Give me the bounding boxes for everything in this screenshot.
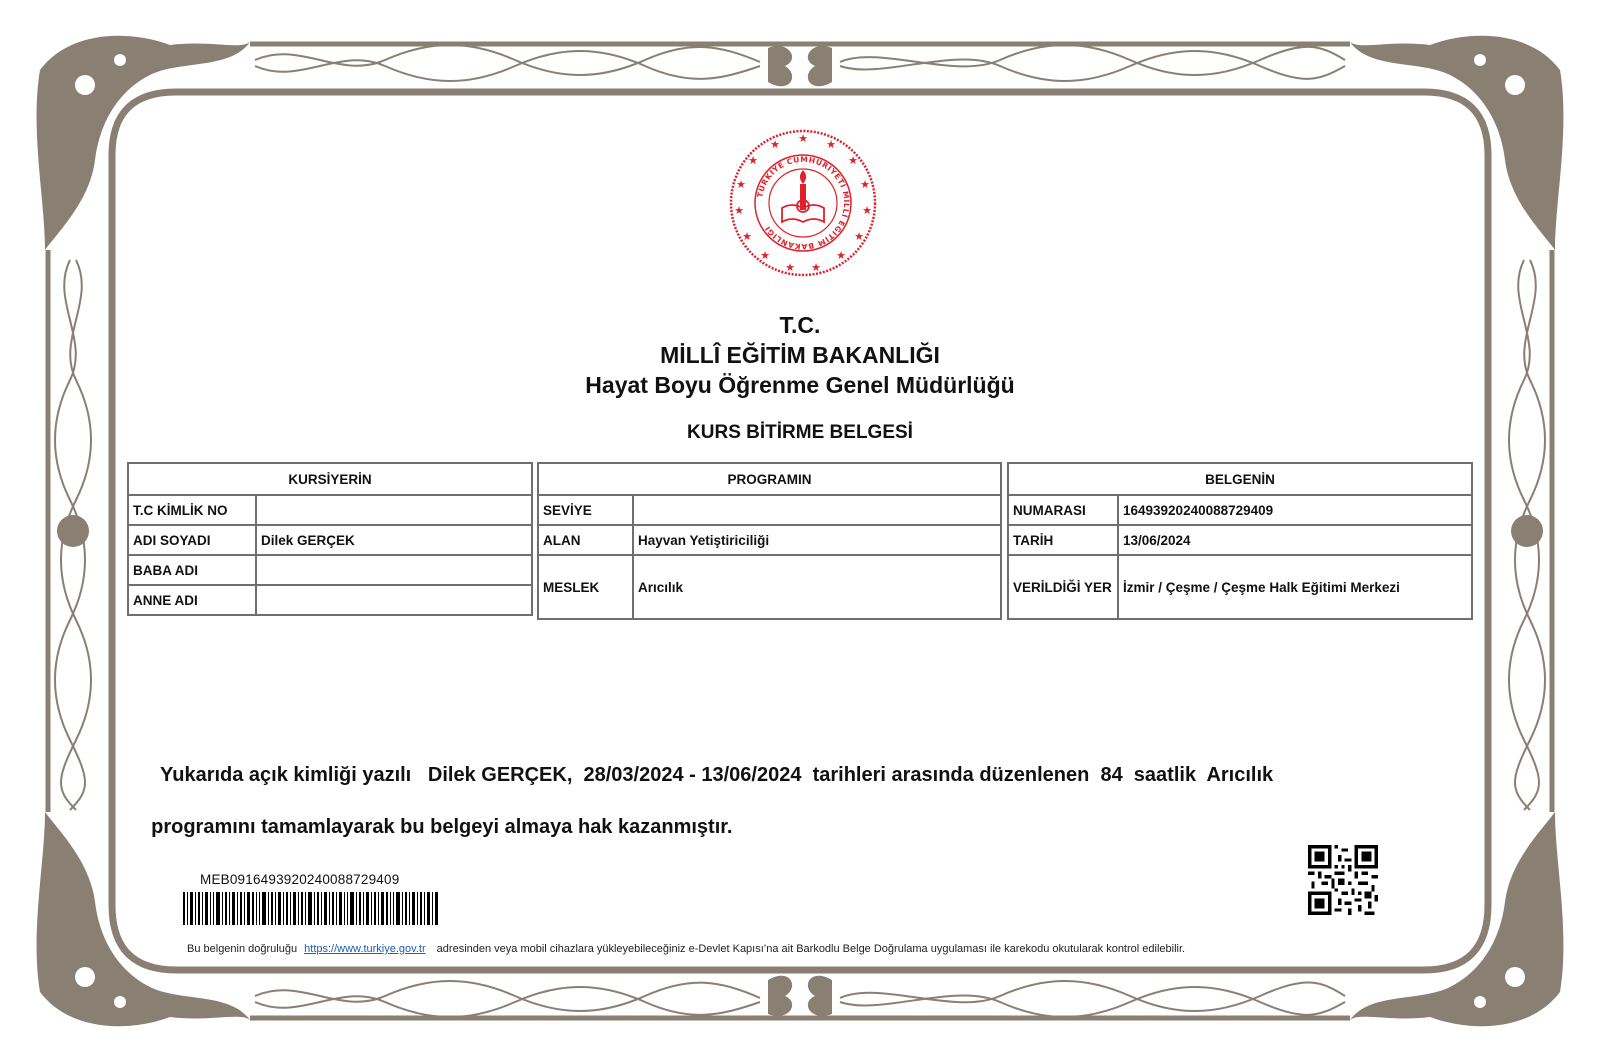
svg-text:★: ★ — [862, 204, 872, 217]
table-row — [538, 555, 1001, 619]
svg-text:★: ★ — [734, 204, 744, 217]
statement-line-2: programını tamamlayarak bu belgeyi almaya hak kazanmıştır. — [151, 816, 733, 838]
field-value: 16493920240088729409 — [1118, 495, 1472, 525]
svg-text:★: ★ — [748, 154, 758, 167]
svg-text:★: ★ — [826, 138, 836, 151]
statement-line-1: Yukarıda açık kimliği yazılı Dilek GERÇEK, 28/03/2024 - 13/06/2024 tarihleri arasında düzenlenen 84 saatlik Arıcılık — [160, 764, 1274, 786]
table-row — [128, 555, 532, 585]
field-value — [256, 555, 532, 585]
svg-text:★: ★ — [742, 230, 752, 243]
field-label: ADI SOYADI — [128, 525, 256, 555]
field-label: ANNE ADI — [128, 585, 256, 615]
trainee-table-title: KURSİYERİN — [128, 463, 532, 495]
verification-note — [187, 943, 1185, 955]
qr-code-icon — [1308, 845, 1378, 915]
table-row — [128, 585, 532, 615]
program-table — [537, 462, 1002, 620]
barcode-icon — [183, 892, 438, 925]
field-value — [256, 495, 532, 525]
field-label: TARİH — [1008, 525, 1118, 555]
verification-suffix: adresinden veya mobil cihazlara yükleyebileceğiniz e-Devlet Kapısı’na ait Barkodlu Belge Doğrulama uygulaması ile karekodu okutularak kontrol edilebilir. — [436, 943, 1186, 955]
field-value: 13/06/2024 — [1118, 525, 1472, 555]
ministry-seal-icon — [728, 128, 878, 278]
field-value — [256, 585, 532, 615]
field-label: SEVİYE — [538, 495, 633, 525]
table-row — [1008, 525, 1472, 555]
svg-text:TÜRKİYE CUMHURİYETİ MİLLÎ EĞİT: TÜRKİYE CUMHURİYETİ MİLLÎ EĞİTİM BAKANLIĞI — [755, 154, 852, 252]
field-value: Dilek GERÇEK — [256, 525, 532, 555]
svg-text:★: ★ — [860, 178, 870, 191]
field-label: ALAN — [538, 525, 633, 555]
svg-text:★: ★ — [798, 132, 808, 145]
svg-text:★: ★ — [848, 154, 858, 167]
verification-prefix: Bu belgenin doğruluğu — [187, 943, 298, 955]
table-row — [128, 525, 532, 555]
certificate-table-title: BELGENİN — [1008, 463, 1472, 495]
field-value: Arıcılık — [633, 555, 1001, 619]
field-label: NUMARASI — [1008, 495, 1118, 525]
program-table-title: PROGRAMIN — [538, 463, 1001, 495]
field-label: VERİLDİĞİ YER — [1008, 555, 1118, 619]
field-value — [633, 495, 1001, 525]
table-row — [1008, 555, 1472, 619]
completion-statement — [140, 710, 1440, 840]
table-row — [538, 525, 1001, 555]
header-ministry: MİLLÎ EĞİTİM BAKANLIĞI — [660, 342, 940, 368]
header-directorate: Hayat Boyu Öğrenme Genel Müdürlüğü — [585, 372, 1015, 398]
table-row — [128, 495, 532, 525]
table-row — [1008, 495, 1472, 525]
turkiye-gov-link[interactable]: https://www.turkiye.gov.tr — [304, 943, 426, 955]
svg-text:★: ★ — [811, 261, 821, 274]
field-value: Hayvan Yetiştiriciliği — [633, 525, 1001, 555]
trainee-table — [127, 462, 533, 616]
table-row — [538, 495, 1001, 525]
field-label: BABA ADI — [128, 555, 256, 585]
document-title: KURS BİTİRME BELGESİ — [687, 422, 913, 443]
svg-text:★: ★ — [760, 249, 770, 262]
svg-text:★: ★ — [785, 261, 795, 274]
field-label: MESLEK — [538, 555, 633, 619]
svg-text:★: ★ — [836, 249, 846, 262]
field-label: T.C KİMLİK NO — [128, 495, 256, 525]
svg-text:★: ★ — [854, 230, 864, 243]
header-tc: T.C. — [779, 312, 821, 338]
svg-text:★: ★ — [770, 138, 780, 151]
barcode-number: MEB0916493920240088729409 — [200, 872, 400, 887]
field-value: İzmir / Çeşme / Çeşme Halk Eğitimi Merkezi — [1118, 555, 1472, 619]
certificate-table — [1007, 462, 1473, 620]
svg-text:★: ★ — [736, 178, 746, 191]
